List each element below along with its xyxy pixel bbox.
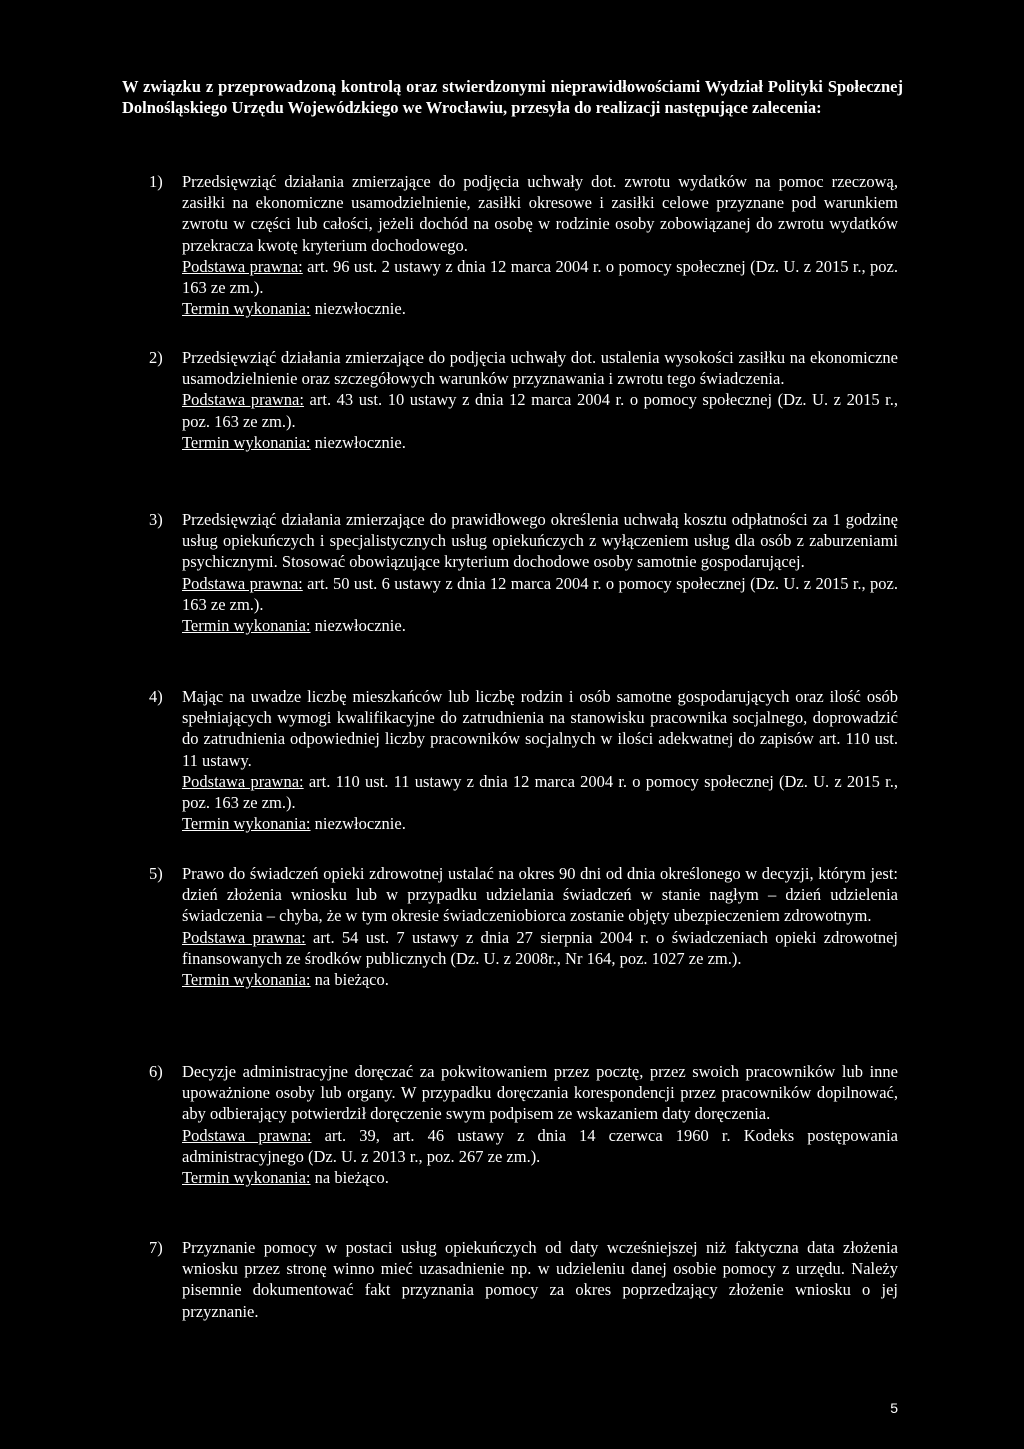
item-text: Przedsięwziąć działania zmierzające do podjęcia uchwały dot. zwrotu wydatków na pomoc rzeczową, zasiłki na ekonomiczne usamodzielnienie, zasiłki okresowe i zasiłki celowe przyznane pod warunkiem zwrotu w części lub całości, jeżeli dochód na osobę w rodzinie osoby zobowiązanej do zwrotu wydatków przekracza kwotę kryterium dochodowego. xyxy=(182,172,898,255)
legal-basis xyxy=(182,771,898,813)
recommendation-item xyxy=(149,171,898,319)
deadline xyxy=(182,813,898,834)
deadline-label: Termin wykonania: xyxy=(182,814,311,834)
item-body xyxy=(182,686,898,834)
legal-basis-text: art. 110 ust. 11 ustawy z dnia 12 marca 2004 r. o pomocy społecznej (Dz. U. z 2015 r., poz. 163 ze zm.). xyxy=(182,771,898,813)
item-body xyxy=(182,171,898,319)
intro-paragraph: W związku z przeprowadzoną kontrolą oraz stwierdzonymi nieprawidłowościami Wydział Polityki Społecznej Dolnośląskiego Urzędu Wojewódzkiego we Wrocławiu, przesyła do realizacji następujące zalecenia: xyxy=(122,77,903,117)
deadline xyxy=(182,969,898,990)
legal-basis-label: Podstawa prawna: xyxy=(182,927,306,947)
legal-basis-label: Podstawa prawna: xyxy=(182,390,304,410)
item-number: 4) xyxy=(149,687,163,706)
item-text: Przedsięwziąć działania zmierzające do prawidłowego określenia uchwałą kosztu odpłatności za 1 godzinę usług opiekuńczych i specjalistycznych usług opiekuńczych z wyłączeniem usług dla osób z zaburzeniami psychicznymi. Stosować obowiązujące kryterium dochodowe osoby samotnie gospodarującej. xyxy=(182,510,898,572)
recommendation-item xyxy=(149,509,898,636)
item-text: Prawo do świadczeń opieki zdrowotnej ustalać na okres 90 dni od dnia określonego w decyzji, którym jest: dzień złożenia wniosku lub w przypadku udzielania świadczeń w stanie nagłym – dzień udzielenia świadczenia – chyba, że w tym okresie świadczeniobiorca zostanie objęty ubezpieczeniem zdrowotnym. xyxy=(182,864,898,926)
deadline xyxy=(182,1167,898,1188)
item-text: Przedsięwziąć działania zmierzające do podjęcia uchwały dot. ustalenia wysokości zasiłku na ekonomiczne usamodzielnienie oraz szczegółowych warunków przyznawania i zwrotu tego świadczenia. xyxy=(182,348,898,389)
legal-basis-text: art. 50 ust. 6 ustawy z dnia 12 marca 2004 r. o pomocy społecznej (Dz. U. z 2015 r., poz. 163 ze zm.). xyxy=(182,573,898,614)
recommendation-item xyxy=(149,347,898,453)
item-body xyxy=(182,863,898,990)
item-number: 2) xyxy=(149,348,163,367)
deadline-text: na bieżąco. xyxy=(310,1168,389,1188)
legal-basis-label: Podstawa prawna: xyxy=(182,256,303,276)
deadline-text: niezwłocznie. xyxy=(310,616,406,636)
deadline-text: niezwłocznie. xyxy=(310,299,406,319)
recommendation-item xyxy=(149,1061,898,1188)
deadline-label: Termin wykonania: xyxy=(182,432,311,452)
item-body xyxy=(182,1061,898,1188)
item-body xyxy=(182,1237,898,1322)
deadline-label: Termin wykonania: xyxy=(182,1168,311,1188)
legal-basis-text: art. 43 ust. 10 ustawy z dnia 12 marca 2004 r. o pomocy społecznej (Dz. U. z 2015 r., poz. 163 ze zm.). xyxy=(182,390,898,431)
legal-basis-text: art. 54 ust. 7 ustawy z dnia 27 sierpnia 2004 r. o świadczeniach opieki zdrowotnej finansowanych ze środków publicznych (Dz. U. z 2008r., Nr 164, poz. 1027 ze zm.). xyxy=(182,927,898,968)
legal-basis xyxy=(182,256,898,298)
deadline-label: Termin wykonania: xyxy=(182,616,311,636)
recommendation-item xyxy=(149,1237,898,1322)
legal-basis-label: Podstawa prawna: xyxy=(182,771,304,791)
legal-basis-label: Podstawa prawna: xyxy=(182,1125,312,1145)
deadline xyxy=(182,298,898,319)
legal-basis-text: art. 96 ust. 2 ustawy z dnia 12 marca 2004 r. o pomocy społecznej (Dz. U. z 2015 r., poz. 163 ze zm.). xyxy=(182,256,898,298)
item-text: Mając na uwadze liczbę mieszkańców lub liczbę rodzin i osób samotne gospodarujących oraz ilość osób spełniających wymogi kwalifikacyjne do zatrudnienia na stanowisku pracownika socjalnego, doprowadzić do zatrudnienia odpowiedniej liczby pracowników socjalnych w ilości adekwatnej do zapisów art. 110 ust. 11 ustawy. xyxy=(182,687,898,770)
deadline-text: na bieżąco. xyxy=(310,970,389,990)
legal-basis-label: Podstawa prawna: xyxy=(182,573,303,593)
legal-basis xyxy=(182,389,898,431)
deadline xyxy=(182,615,898,636)
deadline-label: Termin wykonania: xyxy=(182,299,311,319)
legal-basis xyxy=(182,1125,898,1167)
recommendation-item xyxy=(149,863,898,990)
page-number: 5 xyxy=(890,1400,898,1416)
item-number: 3) xyxy=(149,510,163,529)
item-body xyxy=(182,347,898,453)
legal-basis xyxy=(182,573,898,615)
deadline-label: Termin wykonania: xyxy=(182,970,311,990)
deadline-text: niezwłocznie. xyxy=(310,814,406,834)
deadline xyxy=(182,432,898,453)
item-number: 7) xyxy=(149,1238,163,1257)
item-text: Decyzje administracyjne doręczać za pokwitowaniem przez pocztę, przez swoich pracowników lub inne upoważnione osoby lub organy. W przypadku doręczania korespondencji przez pracowników dopilnować, aby odbierający potwierdził doręczenie swym podpisem ze wskazaniem daty doręczenia. xyxy=(182,1062,898,1124)
item-number: 6) xyxy=(149,1062,163,1081)
legal-basis xyxy=(182,927,898,969)
legal-basis-text: art. 39, art. 46 ustawy z dnia 14 czerwca 1960 r. Kodeks postępowania administracyjnego (Dz. U. z 2013 r., poz. 267 ze zm.). xyxy=(182,1125,898,1166)
deadline-text: niezwłocznie. xyxy=(310,432,406,452)
item-number: 1) xyxy=(149,172,163,191)
recommendation-item xyxy=(149,686,898,834)
item-number: 5) xyxy=(149,864,163,883)
item-text: Przyznanie pomocy w postaci usług opiekuńczych od daty wcześniejszej niż faktyczna data złożenia wniosku przez stronę winno mieć uzasadnienie np. w udzieleniu danej osobie pomocy z urzędu. Należy pisemnie dokumentować fakt przyznania pomocy za okres poprzedzający złożenie wniosku o jej przyznanie. xyxy=(182,1238,898,1321)
item-body xyxy=(182,509,898,636)
